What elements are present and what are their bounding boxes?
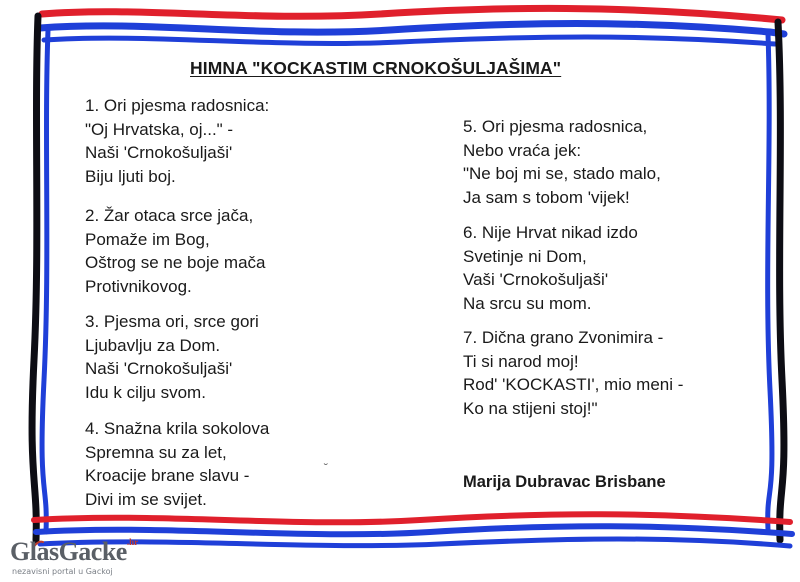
stray-mark: ˘: [324, 461, 328, 475]
stanza-line: Kroacije brane slavu -: [85, 466, 250, 486]
stanza-line: Ja sam s tobom 'vijek!: [463, 187, 630, 207]
stanza-line: 4. Snažna krila sokolova: [85, 419, 270, 438]
top-blue-stripe-2: [44, 37, 775, 44]
stanza-line: 1. Ori pjesma radosnica:: [85, 96, 270, 115]
stanza-2: [85, 204, 385, 298]
stanza-5: [463, 115, 763, 209]
left-blue-stripe: [42, 30, 48, 532]
stanza-line: Divi im se svijet.: [85, 489, 207, 509]
stanza-4: [85, 417, 385, 511]
top-red-stripe: [42, 8, 782, 20]
stanza-line: 7. Dična grano Zvonimira -: [463, 328, 664, 347]
stanza-line: Nebo vraća jek:: [463, 140, 582, 160]
right-black-stripe: [778, 22, 784, 540]
stanza-line: Naši 'Crnokošuljaši': [85, 143, 233, 163]
stanza-line: Ljubavlju za Dom.: [85, 335, 221, 355]
stanza-line: Spremna su za let,: [85, 442, 227, 462]
stanza-1: [85, 94, 385, 188]
stanza-6: [463, 221, 763, 315]
stanza-line: 6. Nije Hrvat nikad izdo: [463, 223, 638, 242]
stanza-line: 3. Pjesma ori, srce gori: [85, 312, 259, 331]
stanza-3: [85, 310, 385, 404]
stanza-line: Ti si narod moj!: [463, 351, 579, 371]
logo-text: [10, 537, 138, 567]
stanza-line: Oštrog se ne boje mača: [85, 253, 266, 273]
stanza-line: 5. Ori pjesma radosnica,: [463, 117, 648, 136]
top-blue-stripe: [40, 24, 784, 35]
stanza-line: Protivnikovog.: [85, 276, 192, 296]
stanza-line: Na srcu su mom.: [463, 293, 592, 313]
stanza-line: Biju ljuti boj.: [85, 166, 176, 186]
stanza-line: Idu k cilju svom.: [85, 382, 206, 402]
poem-title: HIMNA "KOCKASTIM CRNOKOŠULJAŠIMA": [190, 58, 562, 78]
right-blue-stripe: [768, 34, 772, 530]
logo-text-part2: Gacke: [58, 537, 127, 566]
logo-subtitle: nezavisni portal u Gackoj: [12, 567, 113, 576]
stanza-line: "Oj Hrvatska, oj..." -: [85, 119, 234, 139]
logo-tld: .hr: [126, 537, 139, 547]
stanza-line: Vaši 'Crnokošuljaši': [463, 270, 609, 290]
bottom-blue-stripe: [36, 526, 792, 534]
left-black-stripe: [32, 16, 38, 540]
stanza-line: Naši 'Crnokošuljaši': [85, 359, 233, 379]
site-logo[interactable]: [10, 537, 170, 582]
bottom-red-stripe: [34, 514, 790, 522]
stanza-line: Rod' 'KOCKASTI', mio meni -: [463, 375, 684, 395]
stanza-line: 2. Žar otaca srce jača,: [85, 206, 254, 225]
stanza-line: Pomaže im Bog,: [85, 229, 210, 249]
stanza-line: Svetinje ni Dom,: [463, 246, 587, 266]
stanza-7: [463, 326, 763, 420]
logo-text-part1: Glas: [10, 537, 59, 566]
poem-author: Marija Dubravac Brisbane: [463, 473, 666, 491]
stanza-line: "Ne boj mi se, stado malo,: [463, 164, 661, 184]
stanza-line: Ko na stijeni stoj!": [463, 398, 598, 418]
